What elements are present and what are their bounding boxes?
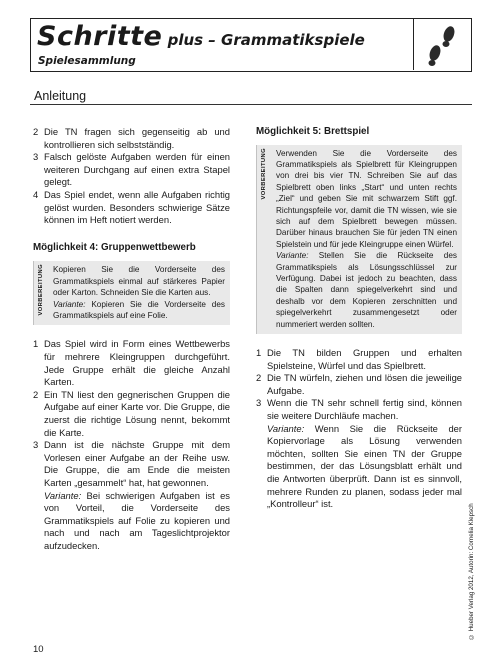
step-text: Das Spiel wird in Form eines Wettbewerbs für mehrere Kleingruppen durchgeführt. Jede Gruppe erhält die gleiche Anzahl Karten.: [44, 338, 230, 388]
preparation-label: [35, 264, 49, 316]
step-text: Das Spiel endet, wenn alle Aufgaben richtig gelöst wurden. Besonders schwierige Sätze können im Heft notiert werden.: [44, 188, 230, 226]
variant-text: Wenn Sie die Rückseite der Kopiervorlage als Lösung verwenden möchten, sollten Sie einen TN der Gruppe bestimmen, der das Lösungsblatt erhält und die Antworten überprüft. Dann ist es sinnvoll, mehrere Runden zu planen, sodass jeder mal „Kontrolleur“ ist.: [267, 422, 462, 510]
list-item: [256, 347, 462, 372]
header-box: [30, 18, 472, 72]
step-text: Die TN würfeln, ziehen und lösen die jeweilige Aufgabe.: [267, 372, 462, 396]
step-text: Ein TN liest den gegnerischen Gruppen die Aufgabe auf einer Karte vor. Die Gruppe, die zuerst die richtige Lösung nennt, bekommt die Karte.: [44, 388, 230, 438]
right-column: [256, 126, 462, 511]
steps-list: [33, 338, 230, 552]
step-number: 3: [256, 397, 262, 409]
step-text: Die TN fragen sich gegenseitig ab und kontrollieren sich selbstständig.: [44, 126, 230, 150]
list-item: [33, 389, 230, 439]
preparation-label: [258, 148, 272, 200]
step-text: Falsch gelöste Aufgaben werden für einen weiteren Durchgang auf einen extra Stapel gelegt.: [44, 151, 230, 188]
preparation-box: [33, 261, 230, 325]
steps-list-top: [33, 126, 230, 227]
section-title: Anleitung: [34, 89, 87, 103]
heading-option-4: Möglichkeit 4: Gruppenwettbewerb: [33, 241, 196, 253]
variant-label: Variante:: [276, 251, 309, 261]
list-item: [33, 439, 230, 552]
series-title-rest: plus – Grammatikspiele: [162, 31, 365, 49]
preparation-text: [53, 264, 225, 321]
step-text: Die TN bilden Gruppen und erhalten Spielsteine, Würfel und das Spielbrett.: [267, 347, 462, 371]
list-item: [33, 189, 230, 227]
page-number: 10: [33, 644, 44, 655]
list-item: [33, 338, 230, 388]
variant-label: Variante:: [44, 489, 82, 501]
step-number: 2: [256, 372, 262, 384]
preparation-label-text: VORBEREITUNG: [261, 147, 268, 200]
step-number: 4: [33, 188, 39, 200]
variant-text: Stellen Sie die Rückseite des Grammatikspiels als Lösungsschlüssel zur Verfügung. Dabei ist jedoch zu beachten, dass die Spalten dann spiegelverkehrt sind und deshalb vor dem Kopieren zerschnitten und spiegelverkehrt zusammengesetzt oder nummeriert werden sollten.: [276, 251, 457, 329]
section-divider: [30, 104, 472, 105]
step-number: 1: [33, 338, 39, 350]
series-title: [37, 21, 365, 52]
series-subtitle: Spielesammlung: [38, 55, 136, 67]
steps-list: [256, 347, 462, 511]
variant-text: Kopieren Sie die Vorderseite des Grammatikspiels auf eine Folie.: [53, 299, 225, 320]
step-text: Wenn die TN sehr schnell fertig sind, können sie weitere Durchläufe machen.: [267, 397, 462, 422]
copyright-text: © Hueber Verlag 2012, Autorin: Cornelia Klepsch: [467, 503, 475, 640]
preparation-text: [276, 148, 457, 331]
list-item: [33, 151, 230, 189]
series-title-main: Schritte: [37, 21, 163, 52]
list-item: [256, 397, 462, 510]
variant-label: Variante:: [53, 299, 86, 309]
variant-label: Variante:: [267, 422, 305, 434]
variant-text: Bei schwierigen Aufgaben ist es von Vorteil, die Vorderseite des Grammatikspiels auf Folie zu kopieren und nach und nach am Tageslichtprojektor aufzudecken.: [44, 489, 230, 551]
preparation-box: [256, 145, 462, 335]
step-number: 3: [33, 439, 39, 451]
list-item: [33, 126, 230, 151]
footprints-logo: [413, 19, 471, 70]
preparation-body: Verwenden Sie die Vorderseite des Grammatikspiels als Spielbrett für Kleingruppen von drei bis vier TN. Schreiben Sie auf das Spielbrett oben links „Start“ und unten rechts „Ziel“ und geben Sie mit schwarzem Stift ggf. Richtungspfeile vor, damit die TN wissen, wie sie sich auf dem Spielbrett bewegen müssen. Darüber hinaus brauchen Sie für jeden TN einen Spielstein und für jede Kleingruppe einen Würfel.: [276, 148, 457, 249]
footprints-icon: [414, 19, 472, 70]
step-text: Dann ist die nächste Gruppe mit dem Vorlesen einer Aufgabe an der Reihe usw. Die Gruppe, die am Ende die meisten Karten „gesammelt“ hat, hat gewonnen.: [44, 439, 230, 488]
step-number: 1: [256, 347, 262, 359]
preparation-label-text: VORBEREITUNG: [38, 264, 45, 316]
step-number: 3: [33, 151, 39, 163]
heading-option-5: Möglichkeit 5: Brettspiel: [256, 126, 370, 137]
preparation-body: Kopieren Sie die Vorderseite des Grammatikspiels einmal auf stärkeres Papier oder Karton. Schneiden Sie die Karten aus.: [53, 265, 225, 298]
step-number: 2: [33, 388, 39, 400]
list-item: [256, 372, 462, 397]
copyright-note: [466, 470, 476, 640]
left-column: [33, 126, 230, 552]
step-number: 2: [33, 126, 39, 137]
